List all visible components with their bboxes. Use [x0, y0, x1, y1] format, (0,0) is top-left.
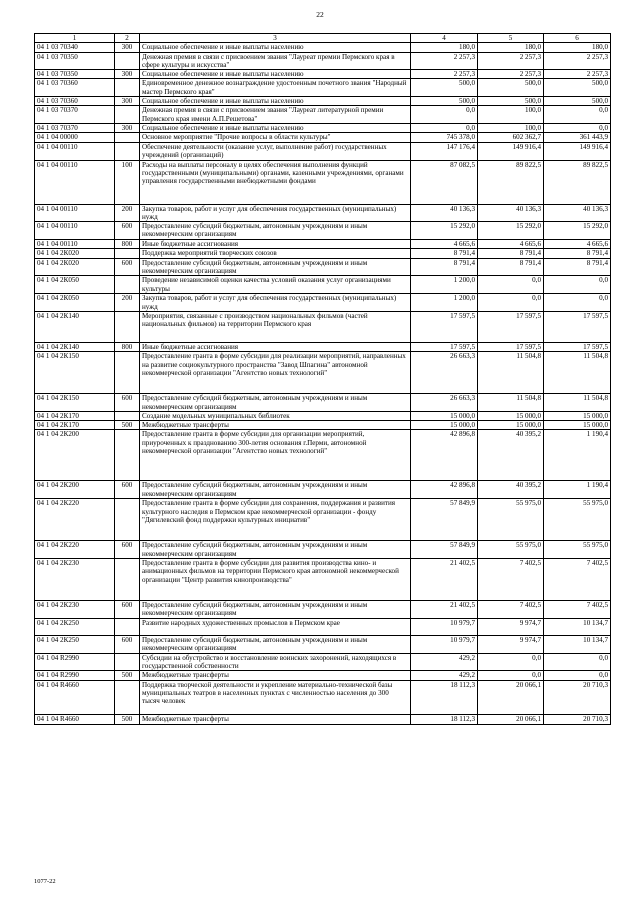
- table-row: [35, 97, 611, 106]
- cell-amount: 55 975,0: [544, 541, 611, 559]
- cell-code: 04 1 04 2К140: [35, 311, 115, 342]
- column-header: 5: [478, 34, 544, 43]
- cell-amount: 18 112,3: [411, 680, 478, 714]
- table-row: [35, 70, 611, 79]
- cell-amount: 9 974,7: [478, 636, 544, 654]
- cell-code: 04 1 04 R4660: [35, 714, 115, 724]
- cell-expense-type: 300: [115, 70, 140, 79]
- table-row: [35, 240, 611, 249]
- column-header: 2: [115, 34, 140, 43]
- cell-amount: 40 136,3: [478, 204, 544, 222]
- cell-amount: 180,0: [478, 43, 544, 52]
- table-row: [35, 411, 611, 420]
- cell-amount: 0,0: [544, 294, 611, 312]
- cell-name: Мероприятия, связанные с производством национальных фильмов (частей национальных фильмов) на территории Пермского края: [140, 311, 411, 342]
- cell-amount: 15 000,0: [411, 411, 478, 420]
- cell-name: Иные бюджетные ассигнования: [140, 342, 411, 351]
- table-row: [35, 559, 611, 601]
- cell-code: 04 1 03 70360: [35, 79, 115, 97]
- table-row: [35, 619, 611, 636]
- cell-expense-type: 300: [115, 123, 140, 132]
- cell-amount: 2 257,3: [411, 70, 478, 79]
- cell-amount: 180,0: [411, 43, 478, 52]
- cell-name: Расходы на выплаты персоналу в целях обеспечения выполнения функций государственными (муниципальными) органами, казенными учреждениями, органами управления государственными внебюджетными фондами: [140, 160, 411, 204]
- cell-amount: 7 402,5: [478, 559, 544, 601]
- cell-amount: 500,0: [544, 97, 611, 106]
- table-row: [35, 499, 611, 541]
- cell-amount: 8 791,4: [411, 258, 478, 276]
- cell-expense-type: 600: [115, 636, 140, 654]
- cell-amount: 21 402,5: [411, 559, 478, 601]
- cell-amount: 15 292,0: [544, 222, 611, 240]
- cell-expense-type: [115, 352, 140, 394]
- cell-code: 04 1 04 2К250: [35, 636, 115, 654]
- cell-amount: 361 443,9: [544, 133, 611, 142]
- cell-expense-type: 600: [115, 601, 140, 619]
- cell-amount: 0,0: [478, 294, 544, 312]
- table-row: [35, 653, 611, 671]
- cell-amount: 57 849,9: [411, 541, 478, 559]
- cell-name: Предоставление субсидий бюджетным, автономным учреждениям и иным некоммерческим организациям: [140, 601, 411, 619]
- cell-name: Социальное обеспечение и иные выплаты населению: [140, 43, 411, 52]
- header-row: [35, 34, 611, 43]
- cell-amount: 8 791,4: [478, 258, 544, 276]
- cell-amount: 745 378,0: [411, 133, 478, 142]
- page-number: 22: [316, 10, 324, 19]
- table-row: [35, 249, 611, 258]
- cell-amount: 10 979,7: [411, 636, 478, 654]
- cell-amount: 40 136,3: [411, 204, 478, 222]
- column-header: 3: [140, 34, 411, 43]
- cell-name: Закупка товаров, работ и услуг для обеспечения государственных (муниципальных) нужд: [140, 294, 411, 312]
- document-footer-code: 1077-22: [34, 878, 56, 885]
- cell-amount: 55 975,0: [544, 499, 611, 541]
- cell-name: Предоставление гранта в форме субсидии для реализации мероприятий, направленных на развитие социокультурного пространства "Завод Шпагина" автономной некоммерческой организации "Агентство новых технологий": [140, 352, 411, 394]
- cell-expense-type: [115, 411, 140, 420]
- cell-expense-type: [115, 430, 140, 481]
- cell-amount: 20 710,3: [544, 714, 611, 724]
- cell-amount: 0,0: [544, 106, 611, 124]
- cell-amount: 15 000,0: [478, 411, 544, 420]
- cell-name: Субсидии на обустройство и восстановление воинских захоронений, находящихся в государственной собственности: [140, 653, 411, 671]
- cell-code: 04 1 04 R4660: [35, 680, 115, 714]
- cell-expense-type: 500: [115, 671, 140, 680]
- cell-amount: 2 257,3: [478, 70, 544, 79]
- cell-amount: 2 257,3: [544, 70, 611, 79]
- cell-expense-type: [115, 619, 140, 636]
- cell-expense-type: 200: [115, 294, 140, 312]
- cell-code: 04 1 04 2К220: [35, 541, 115, 559]
- cell-expense-type: 500: [115, 421, 140, 430]
- cell-expense-type: [115, 79, 140, 97]
- cell-code: 04 1 04 2К050: [35, 276, 115, 294]
- cell-amount: 20 710,3: [544, 680, 611, 714]
- cell-amount: 1 190,4: [544, 430, 611, 481]
- cell-amount: 500,0: [411, 79, 478, 97]
- cell-name: Предоставление субсидий бюджетным, автономным учреждениям и иным некоммерческим организациям: [140, 258, 411, 276]
- cell-name: Предоставление гранта в форме субсидии для организации мероприятий, приуроченных к празднованию 300-летия основания г.Перми, автономной некоммерческой организации "Агентство новых технологий": [140, 430, 411, 481]
- cell-code: 04 1 04 2К150: [35, 394, 115, 412]
- table-row: [35, 430, 611, 481]
- cell-expense-type: [115, 142, 140, 160]
- cell-amount: 8 791,4: [544, 249, 611, 258]
- cell-amount: 149 916,4: [478, 142, 544, 160]
- cell-code: 04 1 04 00000: [35, 133, 115, 142]
- cell-expense-type: [115, 249, 140, 258]
- cell-expense-type: [115, 653, 140, 671]
- column-header: 4: [411, 34, 478, 43]
- table-row: [35, 421, 611, 430]
- cell-name: Иные бюджетные ассигнования: [140, 240, 411, 249]
- cell-code: 04 1 04 R2990: [35, 671, 115, 680]
- cell-amount: 55 975,0: [478, 541, 544, 559]
- table-row: [35, 636, 611, 654]
- cell-expense-type: 300: [115, 97, 140, 106]
- cell-amount: 40 395,2: [478, 430, 544, 481]
- cell-amount: 7 402,5: [544, 601, 611, 619]
- cell-name: Социальное обеспечение и иные выплаты населению: [140, 97, 411, 106]
- cell-amount: 429,2: [411, 653, 478, 671]
- cell-amount: 42 896,8: [411, 430, 478, 481]
- cell-amount: 15 000,0: [411, 421, 478, 430]
- cell-expense-type: 600: [115, 481, 140, 499]
- cell-amount: 0,0: [544, 276, 611, 294]
- cell-amount: 429,2: [411, 671, 478, 680]
- cell-expense-type: 500: [115, 714, 140, 724]
- cell-name: Основное мероприятие "Прочие вопросы в области культуры": [140, 133, 411, 142]
- cell-amount: 602 362,7: [478, 133, 544, 142]
- cell-amount: 4 665,6: [478, 240, 544, 249]
- cell-amount: 149 916,4: [544, 142, 611, 160]
- cell-amount: 1 200,0: [411, 294, 478, 312]
- cell-code: 04 1 04 2К200: [35, 481, 115, 499]
- cell-amount: 7 402,5: [544, 559, 611, 601]
- cell-amount: 17 597,5: [411, 342, 478, 351]
- cell-amount: 1 190,4: [544, 481, 611, 499]
- cell-code: 04 1 04 2К020: [35, 249, 115, 258]
- table-row: [35, 394, 611, 412]
- table-row: [35, 106, 611, 124]
- cell-amount: 89 822,5: [544, 160, 611, 204]
- table-row: [35, 43, 611, 52]
- table-body: [35, 43, 611, 724]
- cell-expense-type: [115, 52, 140, 70]
- table-row: [35, 52, 611, 70]
- cell-amount: 100,0: [478, 106, 544, 124]
- cell-amount: 11 504,8: [544, 352, 611, 394]
- cell-expense-type: 600: [115, 394, 140, 412]
- cell-expense-type: [115, 276, 140, 294]
- cell-name: Поддержка творческой деятельности и укрепление материально-технической базы муниципальных театров в населенных пунктах с численностью населения до 300 тысяч человек: [140, 680, 411, 714]
- cell-code: 04 1 04 2К140: [35, 342, 115, 351]
- cell-amount: 17 597,5: [478, 342, 544, 351]
- cell-code: 04 1 04 00110: [35, 222, 115, 240]
- cell-expense-type: 800: [115, 240, 140, 249]
- cell-code: 04 1 04 2К170: [35, 421, 115, 430]
- cell-code: 04 1 03 70360: [35, 97, 115, 106]
- cell-amount: 0,0: [478, 653, 544, 671]
- column-header: 1: [35, 34, 115, 43]
- cell-code: 04 1 04 2К230: [35, 601, 115, 619]
- cell-amount: 11 504,8: [478, 394, 544, 412]
- cell-amount: 20 066,1: [478, 714, 544, 724]
- cell-code: 04 1 04 2К230: [35, 559, 115, 601]
- cell-amount: 0,0: [544, 123, 611, 132]
- cell-amount: 0,0: [544, 653, 611, 671]
- cell-name: Предоставление субсидий бюджетным, автономным учреждениям и иным некоммерческим организациям: [140, 481, 411, 499]
- cell-name: Социальное обеспечение и иные выплаты населению: [140, 70, 411, 79]
- cell-code: 04 1 04 2К250: [35, 619, 115, 636]
- table-row: [35, 601, 611, 619]
- cell-amount: 10 979,7: [411, 619, 478, 636]
- cell-expense-type: 600: [115, 258, 140, 276]
- cell-amount: 15 292,0: [478, 222, 544, 240]
- table-row: [35, 481, 611, 499]
- cell-amount: 18 112,3: [411, 714, 478, 724]
- cell-expense-type: [115, 559, 140, 601]
- cell-code: 04 1 03 70340: [35, 43, 115, 52]
- cell-amount: 17 597,5: [411, 311, 478, 342]
- cell-expense-type: 200: [115, 204, 140, 222]
- cell-expense-type: [115, 311, 140, 342]
- cell-amount: 10 134,7: [544, 619, 611, 636]
- cell-name: Предоставление гранта в форме субсидии для сохранения, поддержания и развития культурного наследия в Пермском крае некоммерческой организации - фонду "Дягилевский фонд поддержки культурных инициатив": [140, 499, 411, 541]
- cell-amount: 15 000,0: [544, 411, 611, 420]
- column-header: 6: [544, 34, 611, 43]
- cell-code: 04 1 04 2К150: [35, 352, 115, 394]
- cell-code: 04 1 04 2К050: [35, 294, 115, 312]
- cell-amount: 2 257,3: [478, 52, 544, 70]
- cell-amount: 100,0: [478, 123, 544, 132]
- cell-name: Развитие народных художественных промыслов в Пермском крае: [140, 619, 411, 636]
- table-row: [35, 123, 611, 132]
- cell-amount: 500,0: [544, 79, 611, 97]
- cell-code: 04 1 04 2К220: [35, 499, 115, 541]
- cell-amount: 87 082,5: [411, 160, 478, 204]
- table-row: [35, 142, 611, 160]
- cell-amount: 500,0: [478, 79, 544, 97]
- cell-expense-type: [115, 133, 140, 142]
- cell-amount: 0,0: [478, 671, 544, 680]
- table-row: [35, 541, 611, 559]
- cell-name: Межбюджетные трансферты: [140, 421, 411, 430]
- cell-code: 04 1 04 00110: [35, 204, 115, 222]
- cell-amount: 500,0: [411, 97, 478, 106]
- cell-code: 04 1 03 70370: [35, 106, 115, 124]
- cell-name: Предоставление гранта в форме субсидии для развития производства кино- и анимационных фильмов на территории Пермского края автономной некоммерческой организации "Центр развития кинопроизводства": [140, 559, 411, 601]
- cell-amount: 0,0: [411, 123, 478, 132]
- cell-code: 04 1 04 R2990: [35, 653, 115, 671]
- cell-name: Предоставление субсидий бюджетным, автономным учреждениям и иным некоммерческим организациям: [140, 636, 411, 654]
- table-row: [35, 222, 611, 240]
- cell-amount: 15 000,0: [544, 421, 611, 430]
- cell-amount: 2 257,3: [411, 52, 478, 70]
- cell-name: Закупка товаров, работ и услуг для обеспечения государственных (муниципальных) нужд: [140, 204, 411, 222]
- cell-amount: 55 975,0: [478, 499, 544, 541]
- cell-amount: 0,0: [411, 106, 478, 124]
- cell-code: 04 1 04 00110: [35, 142, 115, 160]
- cell-expense-type: [115, 499, 140, 541]
- cell-amount: 8 791,4: [411, 249, 478, 258]
- cell-code: 04 1 03 70370: [35, 123, 115, 132]
- cell-code: 04 1 03 70350: [35, 70, 115, 79]
- cell-amount: 89 822,5: [478, 160, 544, 204]
- table-row: [35, 680, 611, 714]
- cell-amount: 40 395,2: [478, 481, 544, 499]
- table-row: [35, 133, 611, 142]
- cell-amount: 500,0: [478, 97, 544, 106]
- cell-expense-type: [115, 680, 140, 714]
- table-row: [35, 311, 611, 342]
- table-row: [35, 671, 611, 680]
- cell-amount: 42 896,8: [411, 481, 478, 499]
- cell-name: Создание модельных муниципальных библиотек: [140, 411, 411, 420]
- table-row: [35, 258, 611, 276]
- cell-expense-type: 300: [115, 43, 140, 52]
- cell-name: Денежная премия в связи с присвоением звания "Лауреат литературной премии Пермского края имени А.П.Решетова": [140, 106, 411, 124]
- cell-amount: 57 849,9: [411, 499, 478, 541]
- cell-name: Предоставление субсидий бюджетным, автономным учреждениям и иным некоммерческим организациям: [140, 394, 411, 412]
- cell-amount: 9 974,7: [478, 619, 544, 636]
- cell-amount: 20 066,1: [478, 680, 544, 714]
- table-row: [35, 352, 611, 394]
- cell-amount: 21 402,5: [411, 601, 478, 619]
- cell-name: Денежная премия в связи с присвоением звания "Лауреат премии Пермского края в сфере культуры и искусства": [140, 52, 411, 70]
- cell-amount: 7 402,5: [478, 601, 544, 619]
- cell-amount: 17 597,5: [478, 311, 544, 342]
- cell-code: 04 1 04 00110: [35, 240, 115, 249]
- cell-amount: 1 200,0: [411, 276, 478, 294]
- cell-amount: 4 665,6: [411, 240, 478, 249]
- cell-amount: 11 504,8: [544, 394, 611, 412]
- cell-amount: 15 000,0: [478, 421, 544, 430]
- budget-table: [34, 33, 611, 725]
- cell-amount: 8 791,4: [478, 249, 544, 258]
- cell-code: 04 1 03 70350: [35, 52, 115, 70]
- cell-name: Межбюджетные трансферты: [140, 671, 411, 680]
- cell-expense-type: [115, 106, 140, 124]
- cell-code: 04 1 04 00110: [35, 160, 115, 204]
- cell-amount: 15 292,0: [411, 222, 478, 240]
- cell-amount: 4 665,6: [544, 240, 611, 249]
- cell-code: 04 1 04 2К020: [35, 258, 115, 276]
- cell-amount: 10 134,7: [544, 636, 611, 654]
- table-row: [35, 276, 611, 294]
- table-row: [35, 79, 611, 97]
- cell-code: 04 1 04 2К170: [35, 411, 115, 420]
- cell-name: Проведение независимой оценки качества условий оказания услуг организациями культуры: [140, 276, 411, 294]
- cell-code: 04 1 04 2К200: [35, 430, 115, 481]
- cell-amount: 0,0: [544, 671, 611, 680]
- cell-amount: 17 597,5: [544, 342, 611, 351]
- cell-amount: 2 257,3: [544, 52, 611, 70]
- cell-name: Единовременное денежное вознаграждение удостоенным почетного звания "Народный мастер Пермского края": [140, 79, 411, 97]
- table-row: [35, 204, 611, 222]
- cell-amount: 8 791,4: [544, 258, 611, 276]
- table-row: [35, 294, 611, 312]
- cell-amount: 17 597,5: [544, 311, 611, 342]
- table-row: [35, 714, 611, 724]
- cell-amount: 40 136,3: [544, 204, 611, 222]
- cell-name: Предоставление субсидий бюджетным, автономным учреждениям и иным некоммерческим организациям: [140, 541, 411, 559]
- cell-name: Социальное обеспечение и иные выплаты населению: [140, 123, 411, 132]
- cell-amount: 180,0: [544, 43, 611, 52]
- cell-amount: 147 176,4: [411, 142, 478, 160]
- cell-name: Обеспечение деятельности (оказание услуг, выполнение работ) государственных учреждений (организаций): [140, 142, 411, 160]
- table-row: [35, 160, 611, 204]
- cell-amount: 26 663,3: [411, 352, 478, 394]
- cell-amount: 0,0: [478, 276, 544, 294]
- cell-expense-type: 600: [115, 222, 140, 240]
- cell-expense-type: 100: [115, 160, 140, 204]
- cell-expense-type: 800: [115, 342, 140, 351]
- cell-amount: 11 504,8: [478, 352, 544, 394]
- cell-name: Предоставление субсидий бюджетным, автономным учреждениям и иным некоммерческим организациям: [140, 222, 411, 240]
- cell-expense-type: 600: [115, 541, 140, 559]
- table-row: [35, 342, 611, 351]
- cell-amount: 26 663,3: [411, 394, 478, 412]
- cell-name: Поддержка мероприятий творческих союзов: [140, 249, 411, 258]
- cell-name: Межбюджетные трансферты: [140, 714, 411, 724]
